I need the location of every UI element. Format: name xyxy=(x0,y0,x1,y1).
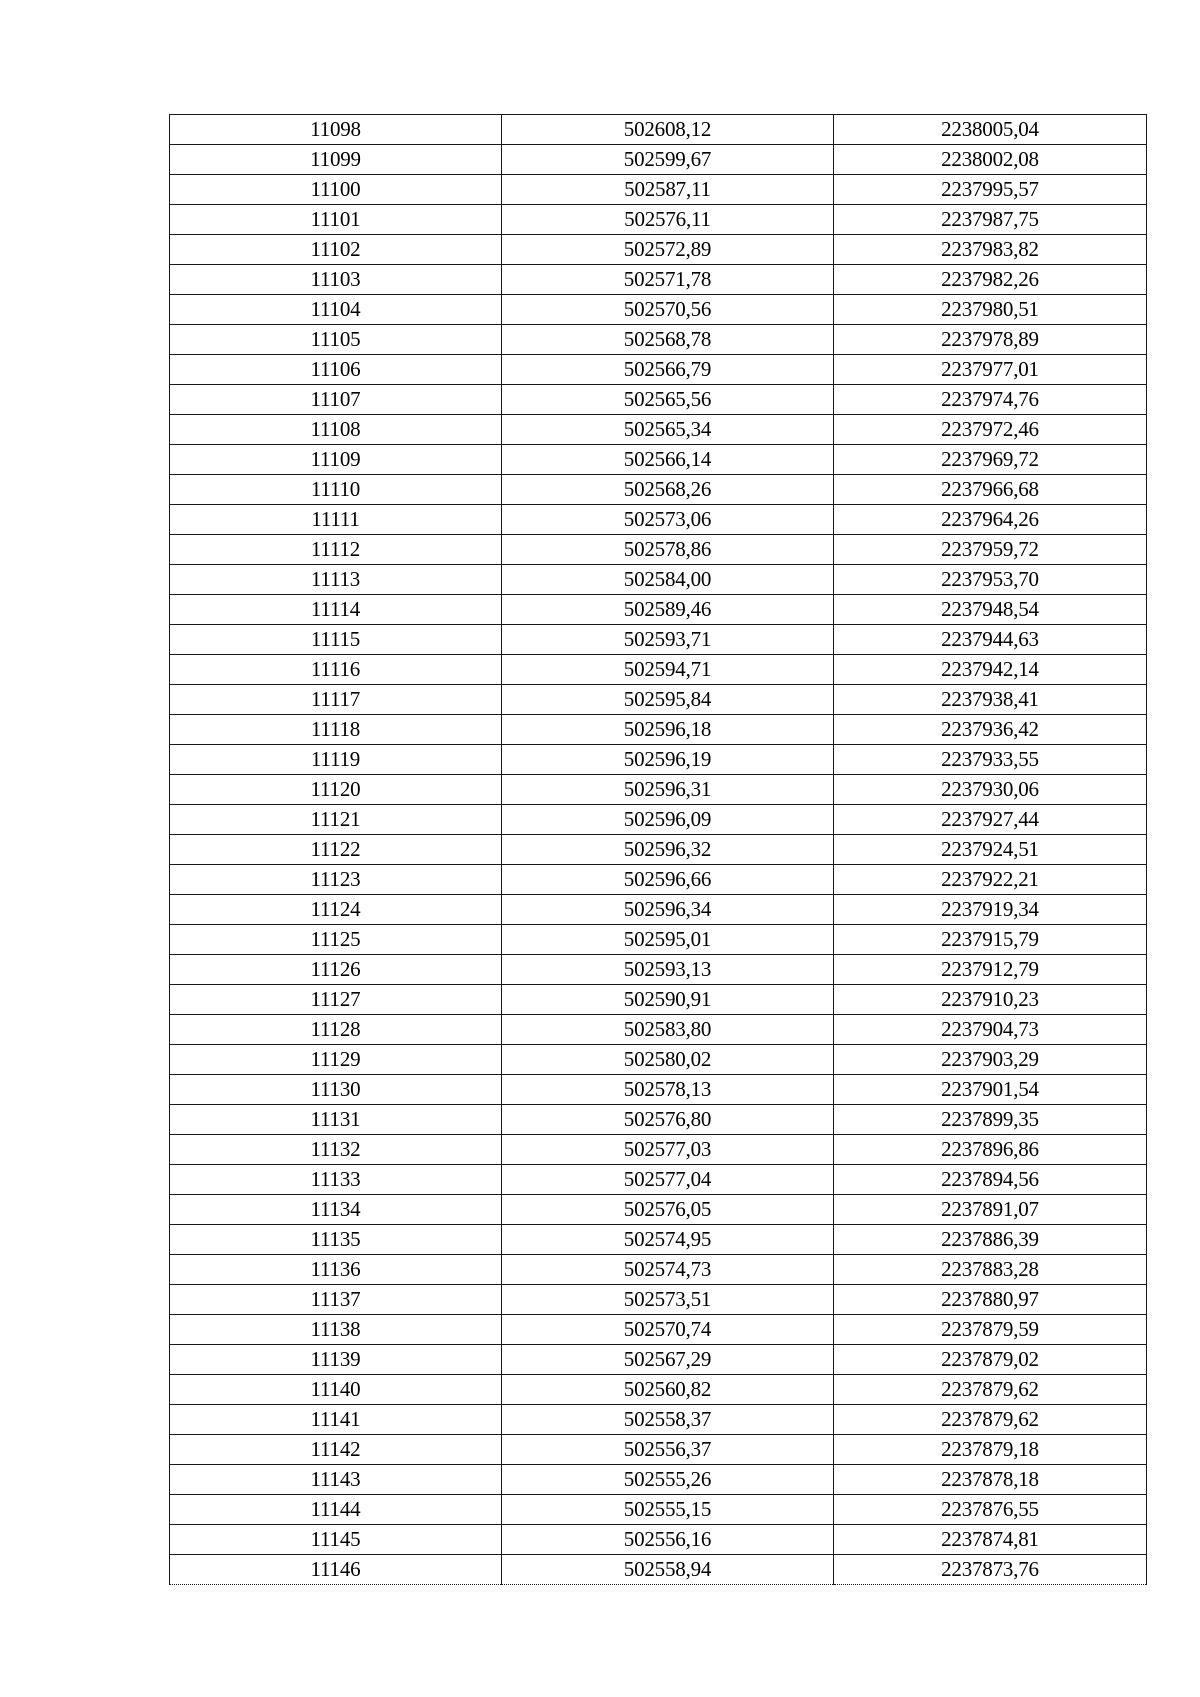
point-number-cell: 11099 xyxy=(170,145,502,175)
table-row xyxy=(170,1375,1147,1405)
table-row xyxy=(170,775,1147,805)
point-number-cell: 11142 xyxy=(170,1435,502,1465)
point-number-cell: 11128 xyxy=(170,1015,502,1045)
point-number-cell: 11111 xyxy=(170,505,502,535)
x-coordinate-cell: 502596,19 xyxy=(502,745,834,775)
table-row xyxy=(170,835,1147,865)
y-coordinate-cell: 2237933,55 xyxy=(834,745,1147,775)
y-coordinate-cell: 2237878,18 xyxy=(834,1465,1147,1495)
table-row xyxy=(170,205,1147,235)
table-row xyxy=(170,1465,1147,1495)
y-coordinate-cell: 2237879,62 xyxy=(834,1375,1147,1405)
table-row xyxy=(170,1195,1147,1225)
x-coordinate-cell: 502596,34 xyxy=(502,895,834,925)
x-coordinate-cell: 502596,31 xyxy=(502,775,834,805)
table-row xyxy=(170,355,1147,385)
x-coordinate-cell: 502594,71 xyxy=(502,655,834,685)
x-coordinate-cell: 502596,18 xyxy=(502,715,834,745)
table-row xyxy=(170,805,1147,835)
x-coordinate-cell: 502595,84 xyxy=(502,685,834,715)
table-row xyxy=(170,445,1147,475)
x-coordinate-cell: 502572,89 xyxy=(502,235,834,265)
table-row xyxy=(170,1045,1147,1075)
point-number-cell: 11146 xyxy=(170,1555,502,1585)
x-coordinate-cell: 502574,95 xyxy=(502,1225,834,1255)
table-row xyxy=(170,325,1147,355)
x-coordinate-cell: 502571,78 xyxy=(502,265,834,295)
table-row xyxy=(170,595,1147,625)
y-coordinate-cell: 2237977,01 xyxy=(834,355,1147,385)
y-coordinate-cell: 2237982,26 xyxy=(834,265,1147,295)
y-coordinate-cell: 2237948,54 xyxy=(834,595,1147,625)
y-coordinate-cell: 2237874,81 xyxy=(834,1525,1147,1555)
table-row xyxy=(170,685,1147,715)
point-number-cell: 11127 xyxy=(170,985,502,1015)
table-row xyxy=(170,1285,1147,1315)
y-coordinate-cell: 2237924,51 xyxy=(834,835,1147,865)
y-coordinate-cell: 2237987,75 xyxy=(834,205,1147,235)
table-row xyxy=(170,535,1147,565)
table-row xyxy=(170,1255,1147,1285)
table-row xyxy=(170,955,1147,985)
point-number-cell: 11129 xyxy=(170,1045,502,1075)
table-row xyxy=(170,1555,1147,1585)
point-number-cell: 11098 xyxy=(170,115,502,145)
y-coordinate-cell: 2237891,07 xyxy=(834,1195,1147,1225)
y-coordinate-cell: 2237972,46 xyxy=(834,415,1147,445)
x-coordinate-cell: 502556,37 xyxy=(502,1435,834,1465)
y-coordinate-cell: 2237936,42 xyxy=(834,715,1147,745)
y-coordinate-cell: 2237910,23 xyxy=(834,985,1147,1015)
x-coordinate-cell: 502578,86 xyxy=(502,535,834,565)
table-row xyxy=(170,655,1147,685)
y-coordinate-cell: 2237969,72 xyxy=(834,445,1147,475)
point-number-cell: 11106 xyxy=(170,355,502,385)
table-row xyxy=(170,925,1147,955)
point-number-cell: 11144 xyxy=(170,1495,502,1525)
point-number-cell: 11137 xyxy=(170,1285,502,1315)
y-coordinate-cell: 2237974,76 xyxy=(834,385,1147,415)
y-coordinate-cell: 2237879,62 xyxy=(834,1405,1147,1435)
x-coordinate-cell: 502593,71 xyxy=(502,625,834,655)
y-coordinate-cell: 2237912,79 xyxy=(834,955,1147,985)
point-number-cell: 11110 xyxy=(170,475,502,505)
point-number-cell: 11122 xyxy=(170,835,502,865)
point-number-cell: 11120 xyxy=(170,775,502,805)
point-number-cell: 11113 xyxy=(170,565,502,595)
table-row xyxy=(170,145,1147,175)
x-coordinate-cell: 502577,03 xyxy=(502,1135,834,1165)
point-number-cell: 11117 xyxy=(170,685,502,715)
point-number-cell: 11119 xyxy=(170,745,502,775)
point-number-cell: 11133 xyxy=(170,1165,502,1195)
table-row xyxy=(170,1495,1147,1525)
x-coordinate-cell: 502573,06 xyxy=(502,505,834,535)
point-number-cell: 11143 xyxy=(170,1465,502,1495)
point-number-cell: 11125 xyxy=(170,925,502,955)
x-coordinate-cell: 502574,73 xyxy=(502,1255,834,1285)
table-row xyxy=(170,175,1147,205)
y-coordinate-cell: 2237879,02 xyxy=(834,1345,1147,1375)
point-number-cell: 11103 xyxy=(170,265,502,295)
point-number-cell: 11112 xyxy=(170,535,502,565)
y-coordinate-cell: 2237953,70 xyxy=(834,565,1147,595)
y-coordinate-cell: 2237903,29 xyxy=(834,1045,1147,1075)
table-row xyxy=(170,985,1147,1015)
y-coordinate-cell: 2237938,41 xyxy=(834,685,1147,715)
point-number-cell: 11114 xyxy=(170,595,502,625)
table-row xyxy=(170,565,1147,595)
point-number-cell: 11145 xyxy=(170,1525,502,1555)
table-row xyxy=(170,1525,1147,1555)
y-coordinate-cell: 2237876,55 xyxy=(834,1495,1147,1525)
table-row xyxy=(170,865,1147,895)
table-row xyxy=(170,1345,1147,1375)
x-coordinate-cell: 502578,13 xyxy=(502,1075,834,1105)
x-coordinate-cell: 502566,79 xyxy=(502,355,834,385)
point-number-cell: 11105 xyxy=(170,325,502,355)
y-coordinate-cell: 2237995,57 xyxy=(834,175,1147,205)
y-coordinate-cell: 2237894,56 xyxy=(834,1165,1147,1195)
x-coordinate-cell: 502556,16 xyxy=(502,1525,834,1555)
point-number-cell: 11126 xyxy=(170,955,502,985)
point-number-cell: 11131 xyxy=(170,1105,502,1135)
y-coordinate-cell: 2237983,82 xyxy=(834,235,1147,265)
table-row xyxy=(170,415,1147,445)
x-coordinate-cell: 502555,26 xyxy=(502,1465,834,1495)
table-row xyxy=(170,265,1147,295)
y-coordinate-cell: 2237896,86 xyxy=(834,1135,1147,1165)
point-number-cell: 11100 xyxy=(170,175,502,205)
point-number-cell: 11138 xyxy=(170,1315,502,1345)
point-number-cell: 11121 xyxy=(170,805,502,835)
table-row xyxy=(170,385,1147,415)
table-row xyxy=(170,625,1147,655)
table-row xyxy=(170,1135,1147,1165)
point-number-cell: 11141 xyxy=(170,1405,502,1435)
y-coordinate-cell: 2237883,28 xyxy=(834,1255,1147,1285)
y-coordinate-cell: 2237980,51 xyxy=(834,295,1147,325)
x-coordinate-cell: 502595,01 xyxy=(502,925,834,955)
x-coordinate-cell: 502568,78 xyxy=(502,325,834,355)
y-coordinate-cell: 2238005,04 xyxy=(834,115,1147,145)
x-coordinate-cell: 502555,15 xyxy=(502,1495,834,1525)
point-number-cell: 11134 xyxy=(170,1195,502,1225)
y-coordinate-cell: 2237901,54 xyxy=(834,1075,1147,1105)
y-coordinate-cell: 2237964,26 xyxy=(834,505,1147,535)
point-number-cell: 11102 xyxy=(170,235,502,265)
y-coordinate-cell: 2237942,14 xyxy=(834,655,1147,685)
point-number-cell: 11132 xyxy=(170,1135,502,1165)
x-coordinate-cell: 502599,67 xyxy=(502,145,834,175)
table-row xyxy=(170,115,1147,145)
point-number-cell: 11135 xyxy=(170,1225,502,1255)
y-coordinate-cell: 2237899,35 xyxy=(834,1105,1147,1135)
point-number-cell: 11118 xyxy=(170,715,502,745)
table-row xyxy=(170,1405,1147,1435)
x-coordinate-cell: 502584,00 xyxy=(502,565,834,595)
y-coordinate-cell: 2237966,68 xyxy=(834,475,1147,505)
table-row xyxy=(170,1315,1147,1345)
y-coordinate-cell: 2237880,97 xyxy=(834,1285,1147,1315)
x-coordinate-cell: 502576,80 xyxy=(502,1105,834,1135)
table-row xyxy=(170,505,1147,535)
coordinates-table xyxy=(169,114,1147,1585)
y-coordinate-cell: 2237944,63 xyxy=(834,625,1147,655)
table-row xyxy=(170,1435,1147,1465)
y-coordinate-cell: 2237915,79 xyxy=(834,925,1147,955)
y-coordinate-cell: 2237919,34 xyxy=(834,895,1147,925)
x-coordinate-cell: 502576,05 xyxy=(502,1195,834,1225)
x-coordinate-cell: 502570,56 xyxy=(502,295,834,325)
point-number-cell: 11123 xyxy=(170,865,502,895)
x-coordinate-cell: 502558,94 xyxy=(502,1555,834,1585)
table-row xyxy=(170,235,1147,265)
point-number-cell: 11116 xyxy=(170,655,502,685)
table-row xyxy=(170,475,1147,505)
point-number-cell: 11124 xyxy=(170,895,502,925)
x-coordinate-cell: 502565,34 xyxy=(502,415,834,445)
x-coordinate-cell: 502558,37 xyxy=(502,1405,834,1435)
table-row xyxy=(170,1225,1147,1255)
y-coordinate-cell: 2238002,08 xyxy=(834,145,1147,175)
x-coordinate-cell: 502583,80 xyxy=(502,1015,834,1045)
x-coordinate-cell: 502560,82 xyxy=(502,1375,834,1405)
y-coordinate-cell: 2237886,39 xyxy=(834,1225,1147,1255)
y-coordinate-cell: 2237879,18 xyxy=(834,1435,1147,1465)
x-coordinate-cell: 502589,46 xyxy=(502,595,834,625)
x-coordinate-cell: 502608,12 xyxy=(502,115,834,145)
point-number-cell: 11115 xyxy=(170,625,502,655)
y-coordinate-cell: 2237978,89 xyxy=(834,325,1147,355)
x-coordinate-cell: 502576,11 xyxy=(502,205,834,235)
point-number-cell: 11101 xyxy=(170,205,502,235)
x-coordinate-cell: 502568,26 xyxy=(502,475,834,505)
x-coordinate-cell: 502567,29 xyxy=(502,1345,834,1375)
point-number-cell: 11140 xyxy=(170,1375,502,1405)
table-row xyxy=(170,745,1147,775)
y-coordinate-cell: 2237904,73 xyxy=(834,1015,1147,1045)
point-number-cell: 11136 xyxy=(170,1255,502,1285)
x-coordinate-cell: 502596,32 xyxy=(502,835,834,865)
table-row xyxy=(170,1075,1147,1105)
point-number-cell: 11130 xyxy=(170,1075,502,1105)
point-number-cell: 11108 xyxy=(170,415,502,445)
y-coordinate-cell: 2237927,44 xyxy=(834,805,1147,835)
y-coordinate-cell: 2237922,21 xyxy=(834,865,1147,895)
table-row xyxy=(170,295,1147,325)
point-number-cell: 11107 xyxy=(170,385,502,415)
x-coordinate-cell: 502565,56 xyxy=(502,385,834,415)
x-coordinate-cell: 502587,11 xyxy=(502,175,834,205)
y-coordinate-cell: 2237873,76 xyxy=(834,1555,1147,1585)
y-coordinate-cell: 2237930,06 xyxy=(834,775,1147,805)
x-coordinate-cell: 502596,66 xyxy=(502,865,834,895)
table-row xyxy=(170,1015,1147,1045)
x-coordinate-cell: 502593,13 xyxy=(502,955,834,985)
table-row xyxy=(170,1105,1147,1135)
point-number-cell: 11104 xyxy=(170,295,502,325)
y-coordinate-cell: 2237959,72 xyxy=(834,535,1147,565)
x-coordinate-cell: 502570,74 xyxy=(502,1315,834,1345)
x-coordinate-cell: 502573,51 xyxy=(502,1285,834,1315)
x-coordinate-cell: 502580,02 xyxy=(502,1045,834,1075)
x-coordinate-cell: 502577,04 xyxy=(502,1165,834,1195)
table-row xyxy=(170,1165,1147,1195)
coordinates-table-body xyxy=(170,115,1147,1585)
point-number-cell: 11109 xyxy=(170,445,502,475)
y-coordinate-cell: 2237879,59 xyxy=(834,1315,1147,1345)
x-coordinate-cell: 502566,14 xyxy=(502,445,834,475)
x-coordinate-cell: 502596,09 xyxy=(502,805,834,835)
point-number-cell: 11139 xyxy=(170,1345,502,1375)
x-coordinate-cell: 502590,91 xyxy=(502,985,834,1015)
table-row xyxy=(170,715,1147,745)
table-row xyxy=(170,895,1147,925)
